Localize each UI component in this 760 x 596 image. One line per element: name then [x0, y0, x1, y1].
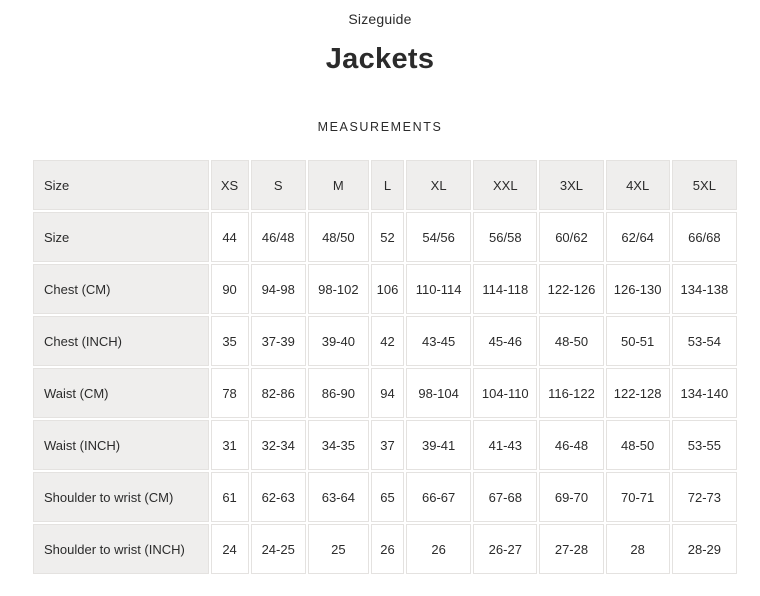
value-cell: 46-48 — [539, 420, 603, 470]
value-cell: 25 — [308, 524, 369, 574]
value-cell: 37 — [371, 420, 404, 470]
value-cell: 54/56 — [406, 212, 471, 262]
value-cell: 94 — [371, 368, 404, 418]
value-cell: 31 — [211, 420, 249, 470]
value-cell: 110-114 — [406, 264, 471, 314]
value-cell: 104-110 — [473, 368, 537, 418]
table-header-row — [33, 160, 737, 210]
value-cell: 46/48 — [251, 212, 306, 262]
table-row — [33, 368, 737, 418]
row-label-cell: Waist (INCH) — [33, 420, 209, 470]
value-cell: 62-63 — [251, 472, 306, 522]
header-size-cell: L — [371, 160, 404, 210]
row-label-cell: Chest (INCH) — [33, 316, 209, 366]
table-row — [33, 524, 737, 574]
value-cell: 48-50 — [606, 420, 670, 470]
value-cell: 78 — [211, 368, 249, 418]
value-cell: 70-71 — [606, 472, 670, 522]
header-size-cell: XXL — [473, 160, 537, 210]
value-cell: 122-128 — [606, 368, 670, 418]
value-cell: 106 — [371, 264, 404, 314]
value-cell: 50-51 — [606, 316, 670, 366]
table-body — [33, 212, 737, 574]
value-cell: 66-67 — [406, 472, 471, 522]
value-cell: 82-86 — [251, 368, 306, 418]
value-cell: 86-90 — [308, 368, 369, 418]
value-cell: 34-35 — [308, 420, 369, 470]
header-label-cell: Size — [33, 160, 209, 210]
value-cell: 45-46 — [473, 316, 537, 366]
value-cell: 48/50 — [308, 212, 369, 262]
value-cell: 53-55 — [672, 420, 737, 470]
value-cell: 90 — [211, 264, 249, 314]
value-cell: 116-122 — [539, 368, 603, 418]
value-cell: 35 — [211, 316, 249, 366]
value-cell: 53-54 — [672, 316, 737, 366]
value-cell: 134-140 — [672, 368, 737, 418]
value-cell: 39-41 — [406, 420, 471, 470]
value-cell: 67-68 — [473, 472, 537, 522]
value-cell: 98-102 — [308, 264, 369, 314]
header-size-cell: 4XL — [606, 160, 670, 210]
value-cell: 43-45 — [406, 316, 471, 366]
row-label-cell: Chest (CM) — [33, 264, 209, 314]
value-cell: 26-27 — [473, 524, 537, 574]
value-cell: 26 — [406, 524, 471, 574]
value-cell: 27-28 — [539, 524, 603, 574]
row-label-cell: Size — [33, 212, 209, 262]
table-row — [33, 472, 737, 522]
table-row — [33, 316, 737, 366]
header-size-cell: 5XL — [672, 160, 737, 210]
header-size-cell: 3XL — [539, 160, 603, 210]
measurements-heading: MEASUREMENTS — [317, 120, 443, 134]
header-size-cell: XL — [406, 160, 471, 210]
row-label-cell: Shoulder to wrist (CM) — [33, 472, 209, 522]
value-cell: 65 — [371, 472, 404, 522]
header-size-cell: S — [251, 160, 306, 210]
value-cell: 69-70 — [539, 472, 603, 522]
table-row — [33, 264, 737, 314]
table-row — [33, 212, 737, 262]
value-cell: 122-126 — [539, 264, 603, 314]
value-cell: 28 — [606, 524, 670, 574]
value-cell: 94-98 — [251, 264, 306, 314]
value-cell: 41-43 — [473, 420, 537, 470]
value-cell: 63-64 — [308, 472, 369, 522]
value-cell: 32-34 — [251, 420, 306, 470]
value-cell: 66/68 — [672, 212, 737, 262]
measurements-table — [31, 158, 739, 576]
value-cell: 42 — [371, 316, 404, 366]
value-cell: 134-138 — [672, 264, 737, 314]
value-cell: 98-104 — [406, 368, 471, 418]
value-cell: 52 — [371, 212, 404, 262]
value-cell: 44 — [211, 212, 249, 262]
page-title: Jackets — [325, 43, 435, 75]
value-cell: 28-29 — [672, 524, 737, 574]
header-size-cell: XS — [211, 160, 249, 210]
value-cell: 61 — [211, 472, 249, 522]
value-cell: 26 — [371, 524, 404, 574]
value-cell: 24-25 — [251, 524, 306, 574]
value-cell: 114-118 — [473, 264, 537, 314]
row-label-cell: Shoulder to wrist (INCH) — [33, 524, 209, 574]
value-cell: 126-130 — [606, 264, 670, 314]
table-row — [33, 420, 737, 470]
value-cell: 24 — [211, 524, 249, 574]
header-size-cell: M — [308, 160, 369, 210]
value-cell: 48-50 — [539, 316, 603, 366]
value-cell: 56/58 — [473, 212, 537, 262]
value-cell: 39-40 — [308, 316, 369, 366]
value-cell: 72-73 — [672, 472, 737, 522]
value-cell: 60/62 — [539, 212, 603, 262]
value-cell: 37-39 — [251, 316, 306, 366]
sizeguide-eyebrow: Sizeguide — [348, 11, 412, 27]
row-label-cell: Waist (CM) — [33, 368, 209, 418]
value-cell: 62/64 — [606, 212, 670, 262]
